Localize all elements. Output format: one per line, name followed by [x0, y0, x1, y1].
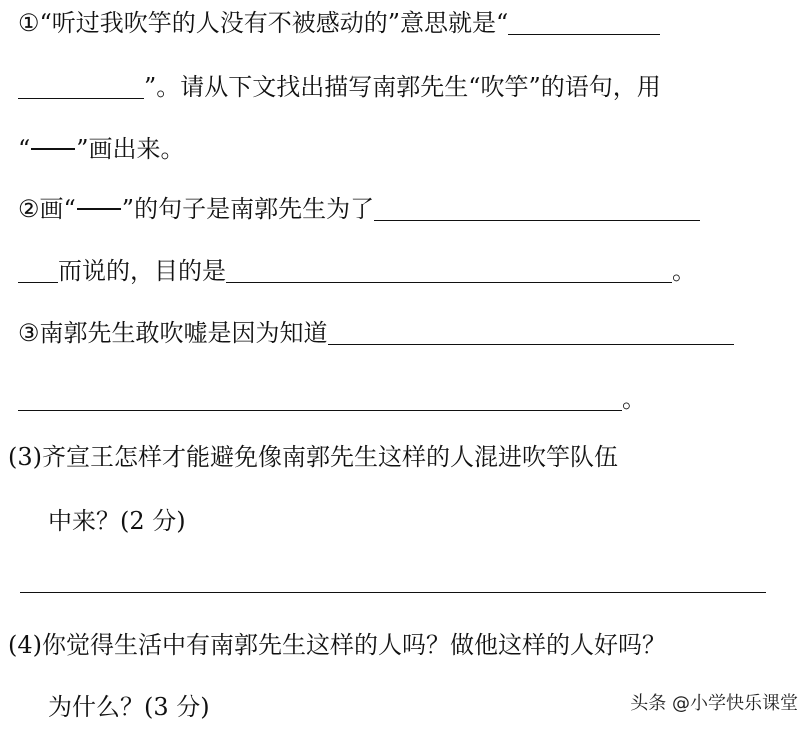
watermark: 头条 @小学快乐课堂 — [630, 693, 798, 714]
q1-mark-close: ”画出来。 — [76, 135, 185, 163]
question-4-number: (4) — [8, 631, 42, 659]
question-3-answer-line[interactable] — [20, 592, 766, 593]
q3-sub-number: ③ — [18, 319, 40, 347]
q1-line-3 — [18, 132, 185, 166]
q2-answer-blank-b[interactable] — [18, 254, 58, 283]
q1-mark-open: “ — [18, 135, 31, 163]
question-3-line-2 — [48, 504, 186, 538]
question-4-text: 你觉得生活中有南郭先生这样的人吗？做他这样的人好吗？ — [42, 631, 666, 659]
q1-answer-blank-a[interactable] — [508, 6, 660, 35]
question-4-line-2 — [48, 690, 210, 724]
q2-text-mid: ”的句子是南郭先生为了 — [121, 195, 375, 223]
q3-sub-end-mark: 。 — [622, 385, 646, 413]
q3-sub-answer-blank-a[interactable] — [328, 316, 734, 345]
question-4-line-1 — [8, 628, 666, 662]
q1-line-2 — [18, 70, 661, 104]
q2-answer-blank-a[interactable] — [374, 192, 700, 221]
q2-text-said: 而说的，目的是 — [58, 257, 226, 285]
question-3-text-2: 中来？(2 分) — [48, 507, 186, 535]
q1-line-1 — [18, 6, 660, 40]
q2-dash-mark — [77, 208, 121, 210]
question-3-text: 齐宣王怎样才能避免像南郭先生这样的人混进吹竽队伍 — [42, 443, 618, 471]
question-4-text-2: 为什么？(3 分) — [48, 693, 210, 721]
q1-answer-blank-b[interactable] — [18, 70, 144, 99]
q1-text: “听过我吹竽的人没有不被感动的”意思就是“ — [39, 9, 509, 37]
q2-number: ② — [18, 195, 40, 223]
q1-closing-text: ”。请从下文找出描写南郭先生“吹竽”的语句，用 — [144, 73, 661, 101]
q2-answer-blank-c[interactable] — [226, 254, 672, 283]
q3-sub-answer-blank-b[interactable] — [18, 382, 622, 411]
q3-sub-text: 南郭先生敢吹嘘是因为知道 — [39, 319, 328, 347]
question-3-line-1 — [8, 440, 618, 474]
q2-line-2 — [18, 254, 696, 288]
q2-text-open: 画“ — [39, 195, 76, 223]
q3-sub-line-1 — [18, 316, 734, 350]
q2-line-1 — [18, 192, 700, 226]
q2-end-mark: 。 — [672, 257, 696, 285]
underline-mark-dash — [31, 148, 75, 150]
question-3-number: (3) — [8, 443, 42, 471]
q1-number: ① — [18, 9, 40, 37]
q3-sub-line-2 — [18, 382, 646, 416]
